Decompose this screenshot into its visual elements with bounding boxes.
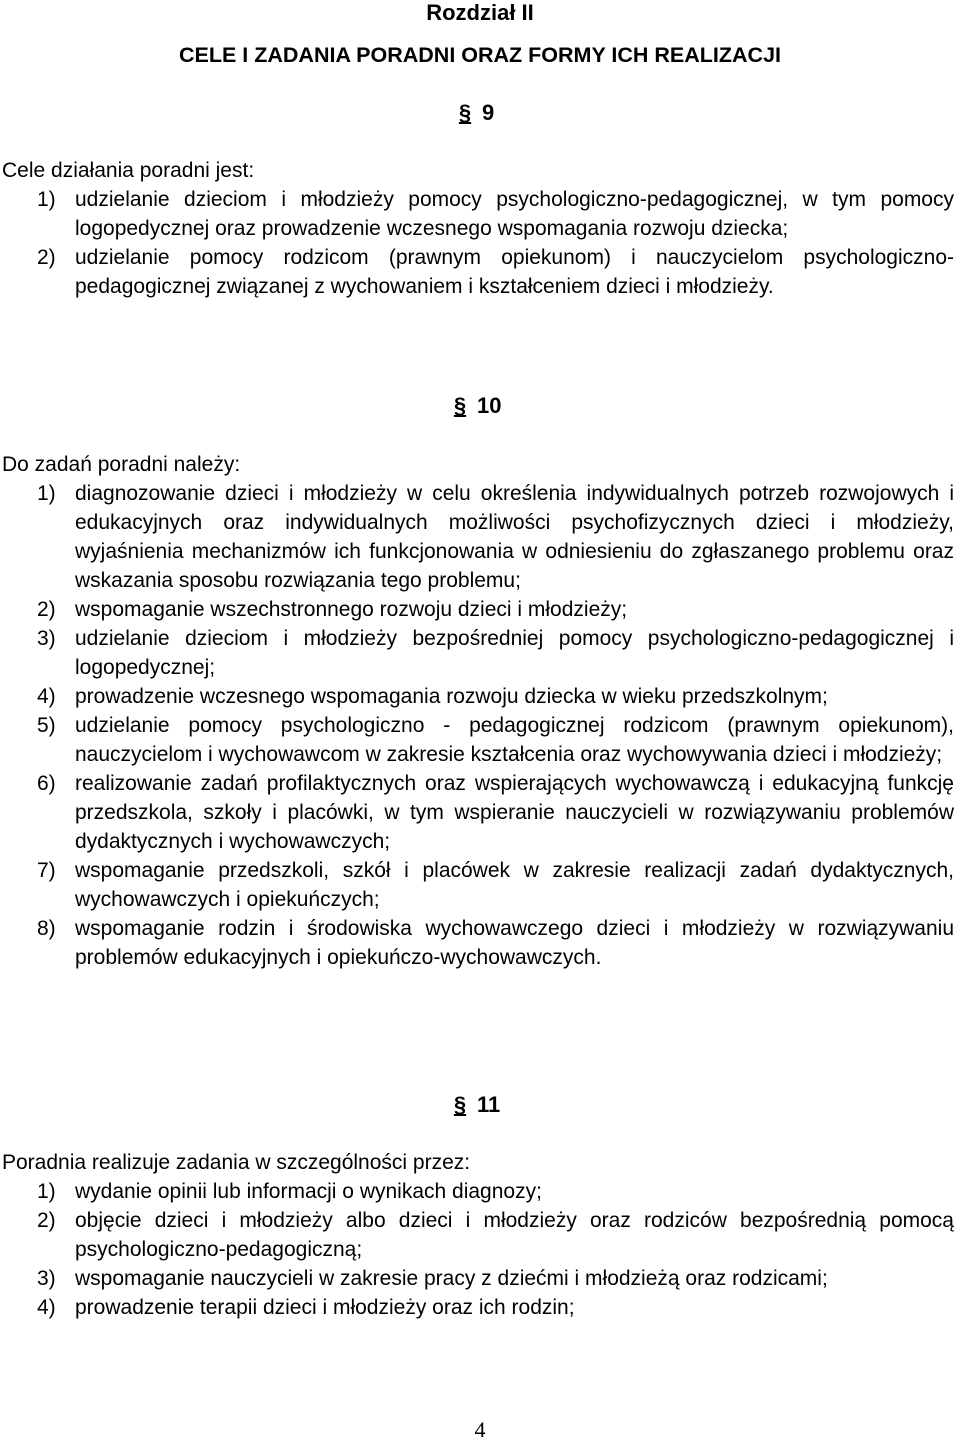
paragraph-symbol: § — [453, 1092, 467, 1117]
item-number: 4) — [37, 1296, 56, 1319]
section-11-heading — [453, 1092, 500, 1118]
section-9 — [0, 157, 960, 301]
item-text: udzielanie dzieciom i młodzieży bezpośredniej pomocy psychologiczno-pedagogicznej i logopedycznej; — [75, 627, 954, 679]
paragraph-symbol: § — [453, 393, 467, 418]
list-item — [0, 682, 960, 711]
item-text: udzielanie pomocy psychologiczno - pedagogicznej rodzicom (prawnym opiekunom), nauczycielom i wychowawcom w zakresie kształcenia oraz wychowywania dzieci i młodzieży; — [75, 714, 954, 766]
list-item — [0, 711, 960, 769]
section-number: 11 — [477, 1092, 501, 1117]
item-number: 2) — [37, 1209, 56, 1232]
paragraph-symbol: § — [458, 100, 472, 125]
item-text: wydanie opinii lub informacji o wynikach diagnozy; — [75, 1180, 542, 1203]
section-list — [0, 185, 960, 301]
item-text: wspomaganie rodzin i środowiska wychowawczego dzieci i młodzieży w rozwiązywaniu problemów edukacyjnych i opiekuńczo-wychowawczych. — [75, 917, 954, 969]
list-item — [0, 1177, 960, 1206]
list-item — [0, 243, 960, 301]
list-item — [0, 1293, 960, 1322]
item-text: udzielanie dzieciom i młodzieży pomocy psychologiczno-pedagogicznej, w tym pomocy logopedycznej oraz prowadzenie wczesnego wspomagania rozwoju dziecka; — [75, 188, 954, 240]
list-item — [0, 1264, 960, 1293]
item-number: 7) — [37, 859, 56, 882]
item-text: wspomaganie wszechstronnego rozwoju dzieci i młodzieży; — [75, 598, 628, 621]
item-number: 3) — [37, 627, 56, 650]
section-number: 10 — [477, 393, 502, 418]
item-number: 6) — [37, 772, 56, 795]
list-item — [0, 624, 960, 682]
section-11 — [0, 1149, 960, 1322]
list-item — [0, 1206, 960, 1264]
list-item — [0, 914, 960, 972]
item-number: 5) — [37, 714, 56, 737]
item-number: 1) — [37, 188, 56, 211]
chapter-heading: Rozdział II — [426, 0, 534, 25]
section-intro: Cele działania poradni jest: — [2, 159, 255, 182]
chapter-title: CELE I ZADANIA PORADNI ORAZ FORMY ICH REALIZACJI — [178, 43, 781, 67]
item-text: realizowanie zadań profilaktycznych oraz wspierających wychowawczą i edukacyjną funkcję przedszkola, szkoły i placówki, w tym wspieranie nauczycieli w rozwiązywaniu problemów dydaktycznych i wychowawczych; — [75, 772, 954, 853]
item-text: udzielanie pomocy rodzicom (prawnym opiekunom) i nauczycielom psychologiczno-pedagogicznej związanej z wychowaniem i kształceniem dzieci i młodzieży. — [75, 246, 954, 298]
section-intro: Poradnia realizuje zadania w szczególności przez: — [2, 1151, 471, 1174]
item-text: wspomaganie nauczycieli w zakresie pracy z dziećmi i młodzieżą oraz rodzicami; — [75, 1267, 828, 1290]
item-text: objęcie dzieci i młodzieży albo dzieci i młodzieży oraz rodziców bezpośrednią pomocą psychologiczno-pedagogiczną; — [75, 1209, 954, 1261]
item-number: 4) — [37, 685, 56, 708]
section-intro: Do zadań poradni należy: — [2, 453, 241, 476]
item-text: prowadzenie terapii dzieci i młodzieży oraz ich rodzin; — [75, 1296, 575, 1319]
section-list — [0, 479, 960, 972]
list-item — [0, 595, 960, 624]
item-text: wspomaganie przedszkoli, szkół i placówek w zakresie realizacji zadań dydaktycznych, wychowawczych i opiekuńczych; — [75, 859, 954, 911]
list-item — [0, 769, 960, 856]
page-number: 4 — [474, 1417, 486, 1442]
item-number: 1) — [37, 1180, 56, 1203]
list-item — [0, 479, 960, 595]
item-number: 3) — [37, 1267, 56, 1290]
list-item — [0, 185, 960, 243]
item-text: diagnozowanie dzieci i młodzieży w celu określenia indywidualnych potrzeb rozwojowych i edukacyjnych oraz indywidualnych możliwości psychofizycznych dzieci i młodzieży, wyjaśnienia mechanizmów ich funkcjonowania w odniesieniu do zgłaszanego problemu oraz wskazania sposobu rozwiązania tego problemu; — [75, 482, 954, 592]
section-9-heading — [458, 100, 494, 126]
section-10-heading — [453, 393, 501, 419]
item-number: 1) — [37, 482, 56, 505]
item-number: 8) — [37, 917, 56, 940]
section-number: 9 — [482, 100, 495, 125]
item-number: 2) — [37, 598, 56, 621]
section-10 — [0, 451, 960, 972]
list-item — [0, 856, 960, 914]
item-number: 2) — [37, 246, 56, 269]
item-text: prowadzenie wczesnego wspomagania rozwoju dziecka w wieku przedszkolnym; — [75, 685, 828, 708]
section-list — [0, 1177, 960, 1322]
